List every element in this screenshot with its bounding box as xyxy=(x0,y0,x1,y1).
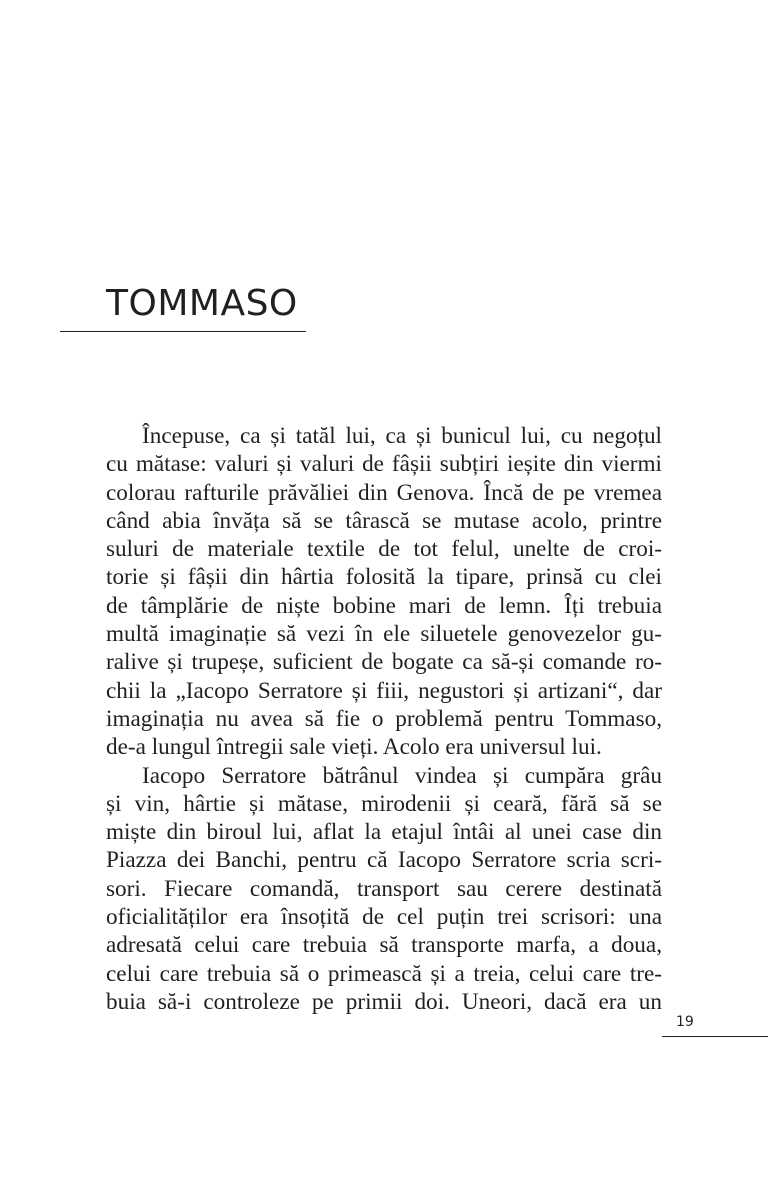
text-line: torie și fâșii din hârtia folosită la tipare, prinsă cu clei xyxy=(106,564,662,591)
text-line: Iacopo Serratore bătrânul vindea și cumpăra grâu xyxy=(142,762,662,789)
text-line: de tâmplărie de niște bobine mari de lemn. Îți trebuia xyxy=(106,592,662,619)
text-line: multă imaginație să vezi în ele siluetele genovezelor gu- xyxy=(106,621,662,648)
text-line: de-a lungul întregii sale vieți. Acolo era universul lui. xyxy=(106,734,602,761)
text-line: Începuse, ca și tatăl lui, ca și bunicul lui, cu negoțul xyxy=(142,423,662,449)
text-line: imaginația nu avea să fie o problemă pentru Tommaso, xyxy=(106,705,662,732)
text-line: celui care trebuia să o primească și a treia, celui care tre- xyxy=(106,960,662,987)
text-line: suluri de materiale textile de tot felul, unelte de croi- xyxy=(106,536,662,563)
text-line: chii la „Iacopo Serratore și fiii, negustori și artizani“, dar xyxy=(106,677,662,704)
page-number-rule xyxy=(662,1036,768,1037)
text-line: miște din biroul lui, aflat la etajul întâi al unei case din xyxy=(106,819,662,846)
text-line: buia să-i controleze pe primii doi. Uneori, dacă era un xyxy=(106,988,662,1015)
text-line: și vin, hârtie și mătase, mirodenii și ceară, fără să se xyxy=(106,790,662,817)
text-line: ralive și trupeșe, suficient de bogate ca să-și comande ro- xyxy=(106,649,662,676)
text-line: Piazza dei Banchi, pentru că Iacopo Serratore scria scri- xyxy=(106,847,662,874)
page-number: 19 xyxy=(676,1014,694,1030)
text-line: cu mătase: valuri și valuri de fâșii subțiri ieșite din viermi xyxy=(106,451,662,478)
text-line: când abia învăța să se târască se mutase acolo, printre xyxy=(106,507,662,534)
text-line: oficialităților era însoțită de cel puțin trei scrisori: una xyxy=(106,904,662,931)
text-line: sori. Fiecare comandă, transport sau cerere destinată xyxy=(106,875,662,902)
text-line: adresată celui care trebuia să transporte marfa, a doua, xyxy=(106,932,662,959)
body-text xyxy=(106,422,662,1016)
text-line: colorau rafturile prăvăliei din Genova. Încă de pe vremea xyxy=(106,479,662,506)
chapter-title: TOMMASO xyxy=(106,283,298,324)
title-underline xyxy=(60,331,306,332)
